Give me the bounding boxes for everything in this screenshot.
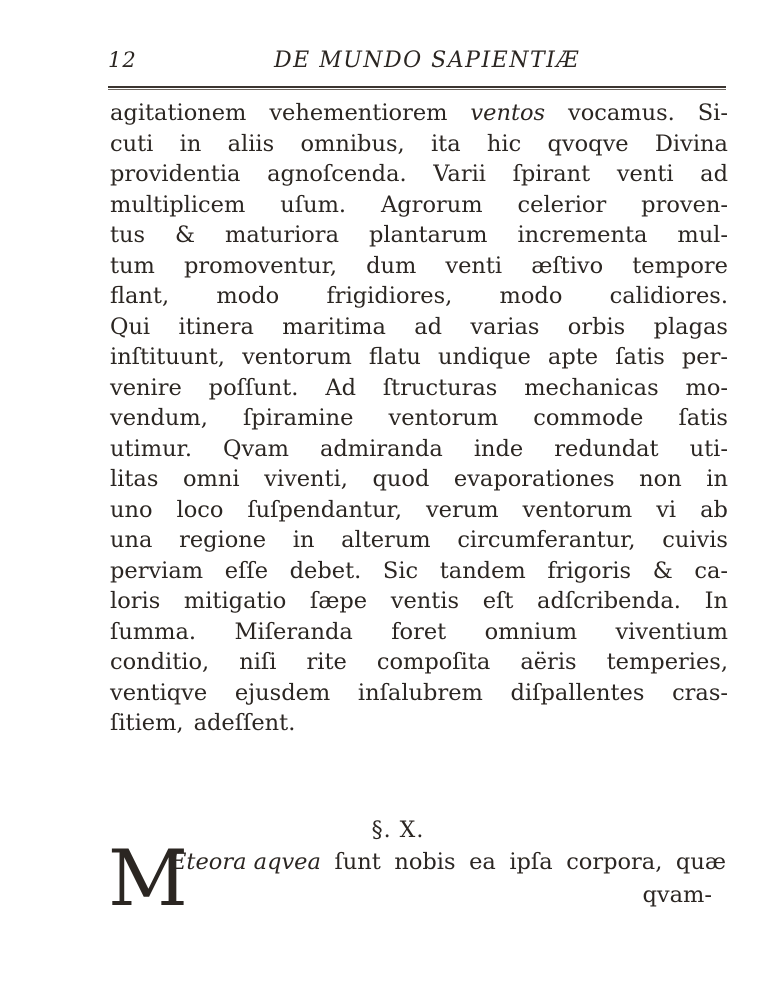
word: evaporationes bbox=[453, 466, 615, 492]
word: inſtituunt, bbox=[110, 344, 225, 370]
word: frigidiores, bbox=[326, 283, 453, 309]
word: diſpallentes bbox=[510, 679, 645, 706]
word: loris bbox=[110, 588, 161, 614]
word: calidiores. bbox=[609, 283, 728, 309]
word: ſatis bbox=[615, 344, 665, 370]
word: ab bbox=[700, 496, 728, 523]
drop-cap: M bbox=[108, 834, 188, 924]
word: vocamus. bbox=[568, 100, 675, 126]
word: itinera bbox=[178, 313, 254, 340]
word: promoventur, bbox=[183, 252, 338, 279]
word: viventium bbox=[615, 618, 728, 645]
word: Qui bbox=[110, 313, 151, 340]
text-line bbox=[110, 647, 728, 678]
word: adſcribenda. bbox=[537, 588, 681, 614]
text-line bbox=[110, 464, 728, 495]
word: ventos bbox=[470, 100, 546, 126]
text-line bbox=[110, 495, 728, 526]
section-mark: §. X. bbox=[371, 818, 425, 843]
word: mechanicas bbox=[524, 374, 659, 401]
word: rite bbox=[306, 649, 347, 675]
word: ita bbox=[430, 130, 461, 157]
text-line bbox=[110, 98, 728, 129]
word: mo- bbox=[685, 374, 728, 401]
text-line bbox=[110, 525, 728, 556]
word: tempore bbox=[632, 252, 728, 279]
word: hic bbox=[486, 130, 522, 157]
word: Ad bbox=[325, 374, 356, 401]
running-title: DE MUNDO SAPIENTIÆ bbox=[274, 48, 580, 73]
word: redundat bbox=[554, 435, 659, 462]
word: Sic bbox=[382, 557, 419, 584]
word: providentia bbox=[110, 161, 241, 187]
word: per- bbox=[681, 344, 728, 370]
word: cuti bbox=[110, 130, 154, 157]
word: debet. bbox=[289, 557, 362, 584]
word: Agrorum bbox=[381, 191, 483, 218]
word: ventiqve bbox=[110, 679, 208, 706]
word: quod bbox=[372, 466, 430, 492]
word: ejusdem bbox=[234, 679, 331, 706]
word: omnium bbox=[484, 618, 578, 645]
text-line bbox=[110, 251, 728, 282]
word: uti- bbox=[689, 435, 728, 462]
word: agnoſcenda. bbox=[267, 161, 407, 187]
text-line bbox=[110, 678, 728, 709]
word: agitationem bbox=[110, 100, 247, 126]
word: uſum. bbox=[280, 191, 347, 218]
word: qvoqve bbox=[547, 130, 629, 157]
text-line bbox=[110, 617, 728, 648]
word: inſalubrem bbox=[357, 679, 483, 706]
word: quæ bbox=[675, 849, 726, 875]
word: commode bbox=[533, 405, 644, 431]
text-line bbox=[110, 373, 728, 404]
word: viventi, bbox=[264, 466, 348, 492]
text-line bbox=[110, 129, 728, 160]
word: perviam bbox=[110, 557, 204, 584]
word: æſtivo bbox=[531, 252, 604, 279]
word: Eteora aqvea bbox=[170, 849, 321, 875]
word: multiplicem bbox=[110, 191, 246, 218]
word: nobis bbox=[394, 849, 456, 875]
header-rule bbox=[108, 86, 726, 90]
word: ventorum bbox=[242, 344, 352, 370]
word: ſatis bbox=[678, 405, 728, 431]
word: admiranda bbox=[319, 435, 443, 462]
word: Si- bbox=[697, 100, 728, 126]
section-text bbox=[170, 847, 726, 878]
word: ſuſpendantur, bbox=[247, 496, 402, 523]
word: venire bbox=[110, 374, 182, 401]
word: varias bbox=[470, 313, 540, 340]
text-line bbox=[110, 159, 728, 190]
word: cras- bbox=[672, 679, 728, 706]
word: uno bbox=[110, 496, 153, 523]
word: in bbox=[179, 130, 202, 157]
word: ventorum bbox=[388, 405, 499, 431]
word: dum bbox=[366, 252, 417, 279]
word: ſitiem, bbox=[110, 710, 184, 736]
word: ca- bbox=[694, 557, 728, 584]
word: tum bbox=[110, 252, 155, 279]
word: aliis bbox=[227, 130, 275, 157]
text-line bbox=[110, 342, 728, 373]
word: compoſita bbox=[376, 649, 491, 675]
word: proven- bbox=[641, 191, 728, 218]
word: Varii bbox=[433, 161, 486, 187]
word: Qvam bbox=[223, 435, 289, 462]
page-header bbox=[0, 40, 760, 74]
word: alterum bbox=[341, 527, 431, 553]
word: corpora, bbox=[566, 849, 663, 875]
word: non bbox=[639, 466, 682, 492]
word: flatu bbox=[368, 344, 421, 370]
word: maritima bbox=[282, 313, 386, 340]
word: incrementa bbox=[517, 222, 648, 248]
word: omni bbox=[182, 466, 240, 492]
word: ea bbox=[469, 849, 496, 875]
body-text bbox=[110, 98, 728, 739]
text-line bbox=[110, 220, 728, 251]
word: utimur. bbox=[110, 435, 192, 462]
word: flant, bbox=[110, 283, 170, 309]
word: verum bbox=[425, 496, 499, 523]
word: temperies, bbox=[606, 649, 728, 675]
page-number: 12 bbox=[108, 48, 137, 72]
word: foret bbox=[391, 618, 447, 645]
word: ſunt bbox=[334, 849, 381, 875]
catchword: qvam- bbox=[642, 882, 712, 908]
word: ſpirant bbox=[512, 161, 591, 187]
text-line bbox=[110, 403, 728, 434]
word: ventis bbox=[390, 588, 460, 614]
word: Miſeranda bbox=[234, 618, 353, 645]
word: ipſa bbox=[509, 849, 553, 875]
word: cuivis bbox=[662, 527, 728, 553]
word: adeſſent. bbox=[193, 710, 296, 736]
word: ſæpe bbox=[309, 588, 368, 614]
word: modo bbox=[499, 283, 563, 309]
word: eſt bbox=[482, 588, 514, 614]
word: mul- bbox=[677, 222, 728, 248]
text-line bbox=[110, 586, 728, 617]
word: venti bbox=[445, 252, 503, 279]
word: omnibus, bbox=[300, 130, 405, 157]
word: ad bbox=[414, 313, 443, 340]
word: poſſunt. bbox=[208, 374, 299, 401]
text-line bbox=[110, 708, 728, 739]
word: undique bbox=[438, 344, 531, 370]
word: litas bbox=[110, 466, 159, 492]
word: niſi bbox=[239, 649, 277, 675]
word: conditio, bbox=[110, 649, 210, 675]
word: loco bbox=[176, 496, 224, 523]
section-first-line bbox=[170, 847, 726, 878]
word: frigoris bbox=[547, 557, 632, 584]
word: ſumma. bbox=[110, 618, 197, 645]
word: plantarum bbox=[368, 222, 488, 248]
word: orbis bbox=[567, 313, 626, 340]
word: apte bbox=[547, 344, 599, 370]
text-line bbox=[110, 312, 728, 343]
word: maturiora bbox=[225, 222, 339, 248]
word: ſpiramine bbox=[242, 405, 354, 431]
word: tandem bbox=[439, 557, 526, 584]
word: ventorum bbox=[522, 496, 633, 523]
word: circumferantur, bbox=[457, 527, 636, 553]
text-line bbox=[110, 190, 728, 221]
word: In bbox=[704, 588, 728, 614]
word: ſtructuras bbox=[382, 374, 498, 401]
word: vendum, bbox=[110, 405, 208, 431]
word: vi bbox=[656, 496, 677, 523]
word: eſſe bbox=[224, 557, 269, 584]
word: modo bbox=[216, 283, 280, 309]
word: regione bbox=[179, 527, 267, 553]
word: una bbox=[110, 527, 153, 553]
word: Divina bbox=[654, 130, 728, 157]
word: tus bbox=[110, 222, 146, 248]
word: & bbox=[175, 222, 196, 248]
word: aëris bbox=[520, 649, 577, 675]
word: venti bbox=[616, 161, 674, 187]
word: ad bbox=[700, 161, 728, 187]
word: plagas bbox=[653, 313, 728, 340]
word: in bbox=[706, 466, 728, 492]
word: & bbox=[652, 557, 673, 584]
text-line bbox=[110, 281, 728, 312]
text-line bbox=[110, 556, 728, 587]
word: celerior bbox=[517, 191, 607, 218]
word: mitigatio bbox=[183, 588, 287, 614]
word: vehementiorem bbox=[269, 100, 448, 126]
word: in bbox=[292, 527, 315, 553]
word: inde bbox=[473, 435, 524, 462]
text-line bbox=[110, 434, 728, 465]
